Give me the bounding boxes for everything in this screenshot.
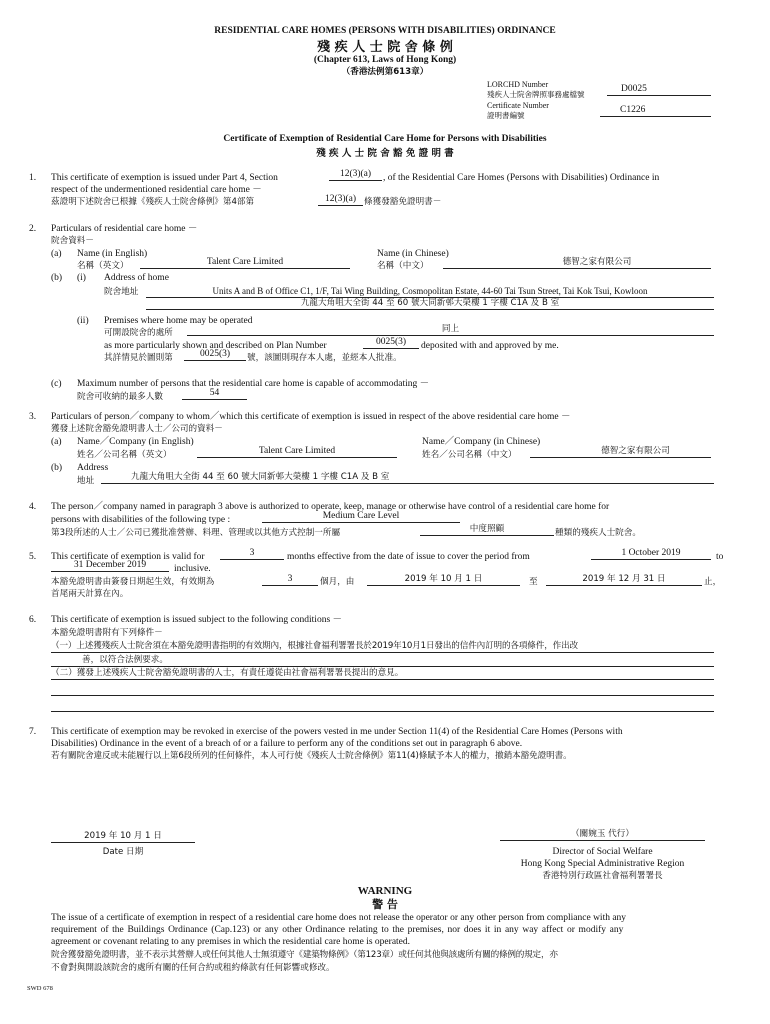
rule-line	[51, 711, 714, 712]
cert-title-en: Certificate of Exemption of Residential Care Home for Persons with Disabilities	[223, 134, 547, 144]
warning-line3: agreement or covenant relating to any premises in which the residential care home is operated.	[51, 937, 411, 947]
warning-line2: requirement of the Buildings Ordinance (Cap.123) or any other Ordinance relating to the premises, nor does it in any way affect or modify any	[51, 925, 624, 935]
s3-name-en-label-zh: 姓名／公司名稱（英文）	[77, 450, 172, 460]
s5-num: 5.	[29, 552, 37, 562]
s3-name-en-value: Talent Care Limited	[197, 446, 397, 458]
s6-cond2: （二）獲發上述殘疾人士院舍豁免證明書的人士，有責任遵從由社會福利署署長提出的意見。	[51, 668, 404, 678]
s2-title-zh: 院舍資料－	[51, 236, 94, 246]
s2-plan-a: as more particularly shown and described on Plan Number	[104, 341, 327, 351]
s2-addr-label: Address of home	[104, 273, 169, 283]
s2-max-label-zh: 院舍可收納的最多人數	[77, 392, 163, 402]
s5-zh-from: 2019 年 10 月 1 日	[367, 574, 520, 586]
s4-type-zh: 中度照顧	[420, 524, 554, 536]
s1-zh-b: 條獲發豁免證明書－	[364, 197, 442, 207]
ordinance-title-en: RESIDENTIAL CARE HOMES (PERSONS WITH DISABILITIES) ORDINANCE	[214, 26, 556, 36]
s2-num: 2.	[29, 224, 37, 234]
s2-bii: (ii)	[77, 316, 89, 326]
s5-zh-end: 止，	[704, 577, 722, 587]
s5-line1b: months effective from the date of issue to cover the period from	[287, 552, 530, 562]
s2-name-zh-label: Name (in Chinese)	[377, 249, 449, 259]
s3-addr-label-zh: 地址	[77, 476, 95, 486]
s2-b: (b)	[51, 273, 63, 283]
s2-name-en-label: Name (in English)	[77, 249, 148, 259]
s2-name-en-label-zh: 名稱（英文）	[77, 261, 129, 271]
s1-section: 12(3)(a)	[329, 169, 382, 181]
warning-zh-line2: 不會對與開設該院舍的處所有關的任何合約或租約條款有任何影響或修改。	[51, 963, 335, 973]
s2-plan-zh-value: 0025(3)	[184, 349, 246, 361]
s1-line1a: This certificate of exemption is issued under Part 4, Section	[51, 173, 278, 183]
lorchd-label-zh: 殘疾人士院舍牌照事務處檔號	[487, 90, 585, 99]
s2-name-en-value: Talent Care Limited	[140, 257, 350, 269]
s7-line2: Disabilities) Ordinance in the event of a breach of or a failure to perform any of the conditions set out in paragraph 6 above.	[51, 739, 523, 749]
rule-line	[51, 695, 714, 696]
s3-addr-zh: 九龍大角咀大全街 44 至 60 號大同新邨大榮樓 1 字樓 C1A 及 B 室	[101, 472, 714, 484]
s7-line1: This certificate of exemption may be revoked in exercise of the powers vested in me under Section 11(4) of the Residential Care Homes (Persons with	[51, 727, 623, 737]
s3-a: (a)	[51, 437, 62, 447]
s4-line1: The person／company named in paragraph 3 above is authorized to operate, keep, manage or otherwise have control of a residential care home for	[51, 502, 610, 512]
s5-zh-a: 本豁免證明書由簽發日期起生效，有效期為	[51, 577, 215, 587]
s3-b: (b)	[51, 463, 63, 473]
s7-zh: 若有關院舍違反或未能履行以上第6段所列的任何條件，本人可行使《殘疾人士院舍條例》第11(4)條賦予本人的權力，撤銷本豁免證明書。	[51, 751, 572, 761]
s2-premises-label-zh: 可開設院舍的處所	[104, 328, 173, 338]
lorchd-value: D0025	[607, 84, 711, 96]
s3-addr-label: Address	[77, 463, 109, 473]
warning-title-en: WARNING	[357, 885, 413, 897]
s6-num: 6.	[29, 615, 37, 625]
s3-name-en-label: Name／Company (in English)	[77, 437, 194, 447]
cert-value: C1226	[600, 105, 711, 117]
s2-max-label: Maximum number of persons that the residential care home is capable of accommodating －	[77, 379, 430, 389]
s2-premises-value: 同上	[187, 324, 714, 336]
s2-plan-zh-b: 號，該圖則現存本人處，並經本人批准。	[247, 353, 402, 363]
s5-from: 1 October 2019	[591, 548, 711, 560]
s5-months: 3	[220, 548, 284, 560]
lorchd-label-en: LORCHD Number	[487, 80, 549, 89]
s5-to: 31 December 2019	[51, 560, 169, 572]
s1-line1b: , of the Residential Care Homes (Persons with Disabilities) Ordinance in	[383, 173, 660, 183]
signature-date-label: Date 日期	[102, 847, 144, 857]
s3-name-zh-label-zh: 姓名／公司名稱（中文）	[422, 450, 517, 460]
s2-name-zh-value: 德智之家有限公司	[443, 257, 711, 269]
signature-role-1: Director of Social Welfare	[552, 847, 653, 857]
s4-num: 4.	[29, 502, 37, 512]
s2-plan-zh-a: 其詳情見於圖則第	[104, 353, 173, 363]
signature-date: 2019 年 10 月 1 日	[51, 831, 195, 843]
s5-to-label: to	[716, 552, 724, 562]
s5-line1a: This certificate of exemption is valid for	[51, 552, 205, 562]
s2-addr-label-zh: 院舍地址	[104, 287, 139, 297]
s4-zh-b: 種類的殘疾人士院舍。	[555, 528, 641, 538]
s2-max-value: 54	[182, 388, 247, 400]
s2-c: (c)	[51, 379, 62, 389]
s2-premises-label: Premises where home may be operated	[104, 316, 253, 326]
rule-line	[51, 652, 714, 653]
s2-addr-en: Units A and B of Office C1, 1/F, Tai Wing Building, Cosmopolitan Estate, 44-60 Tai Tsun Street, Tai Kok Tsui, Kowloon	[146, 286, 714, 298]
s2-name-zh-label-zh: 名稱（中文）	[377, 261, 429, 271]
s2-addr-zh: 九龍大角咀大全街 44 至 60 號大同新邨大榮樓 1 字樓 C1A 及 B 室	[146, 298, 714, 310]
s2-a: (a)	[51, 249, 62, 259]
s3-name-zh-label: Name／Company (in Chinese)	[422, 437, 541, 447]
s4-line2: persons with disabilities of the following type :	[51, 515, 231, 525]
s5-inclusive: inclusive.	[174, 564, 211, 574]
cert-label-zh: 證明書編號	[487, 111, 525, 120]
s1-zh-section: 12(3)(a)	[318, 194, 363, 206]
s1-line2: respect of the undermentioned residential care home －	[51, 185, 262, 195]
s4-zh-a: 第3段所述的人士／公司已獲批准營辦、料理、管理或以其他方式控制一所屬	[51, 528, 341, 538]
s6-cond1-line2: 善，以符合法例要求。	[82, 655, 168, 665]
s2-plan-b: deposited with and approved by me.	[421, 341, 559, 351]
cert-label-en: Certificate Number	[487, 101, 549, 110]
s3-title-zh: 獲發上述院舍豁免證明書人士／公司的資料－	[51, 424, 223, 434]
cert-title-zh: 殘 疾 人 士 院 舍 豁 免 證 明 書	[316, 148, 454, 159]
signature-signer: （關婉玉 代行）	[500, 829, 705, 841]
chapter-en: (Chapter 613, Laws of Hong Kong)	[313, 55, 457, 65]
s1-zh-a: 茲證明下述院舍已根據《殘疾人士院舍條例》第4部第	[51, 197, 255, 207]
rule-line	[51, 679, 714, 680]
rule-line	[51, 666, 714, 667]
s3-name-zh-value: 德智之家有限公司	[530, 446, 711, 458]
s6-cond1-line1: （一）上述獲殘疾人士院舍須在本豁免證明書指明的有效期內，根據社會福利署署長於2019年10月1日發出的信件內訂明的各項條件，作出改	[51, 641, 578, 651]
s4-type-en: Medium Care Level	[262, 511, 460, 523]
warning-title-zh: 警 告	[372, 898, 398, 911]
s5-zh-to: 2019 年 12 月 31 日	[546, 574, 702, 586]
warning-line1: The issue of a certificate of exemption in respect of a residential care home does not release the operator or any other person from compliance with any	[51, 913, 627, 923]
s1-num: 1.	[29, 173, 37, 183]
s6-title-en: This certificate of exemption is issued subject to the following conditions －	[51, 615, 343, 625]
s5-zh-months: 3	[262, 574, 318, 586]
s2-title-en: Particulars of residential care home －	[51, 224, 198, 234]
ordinance-title-zh: 殘 疾 人 士 院 舍 條 例	[317, 40, 453, 55]
signature-role-3: 香港特別行政區社會福利署署長	[542, 871, 663, 881]
s2-plan-value: 0025(3)	[363, 337, 419, 349]
warning-zh-line1: 院舍獲發豁免證明書，並不表示其營辦人或任何其他人士無須遵守《建築物條例》（第123章）或任何其他與該處所有關的條例的規定，亦	[51, 950, 558, 960]
s5-zh-line2: 首尾兩天計算在內。	[51, 589, 129, 599]
chapter-zh: （香港法例第613章）	[341, 67, 429, 77]
s3-title-en: Particulars of person／company to whom／which this certificate of exemption is issued in respect of the above residential care home －	[51, 412, 571, 422]
s2-bi: (i)	[77, 273, 86, 283]
s3-num: 3.	[29, 412, 37, 422]
s6-title-zh: 本豁免證明書附有下列條件－	[51, 628, 163, 638]
form-code: SWD 678	[27, 985, 53, 992]
s5-zh-b: 個月，由	[320, 577, 355, 587]
s5-zh-to-label: 至	[529, 577, 538, 587]
s7-num: 7.	[29, 727, 37, 737]
signature-role-2: Hong Kong Special Administrative Region	[520, 859, 685, 869]
